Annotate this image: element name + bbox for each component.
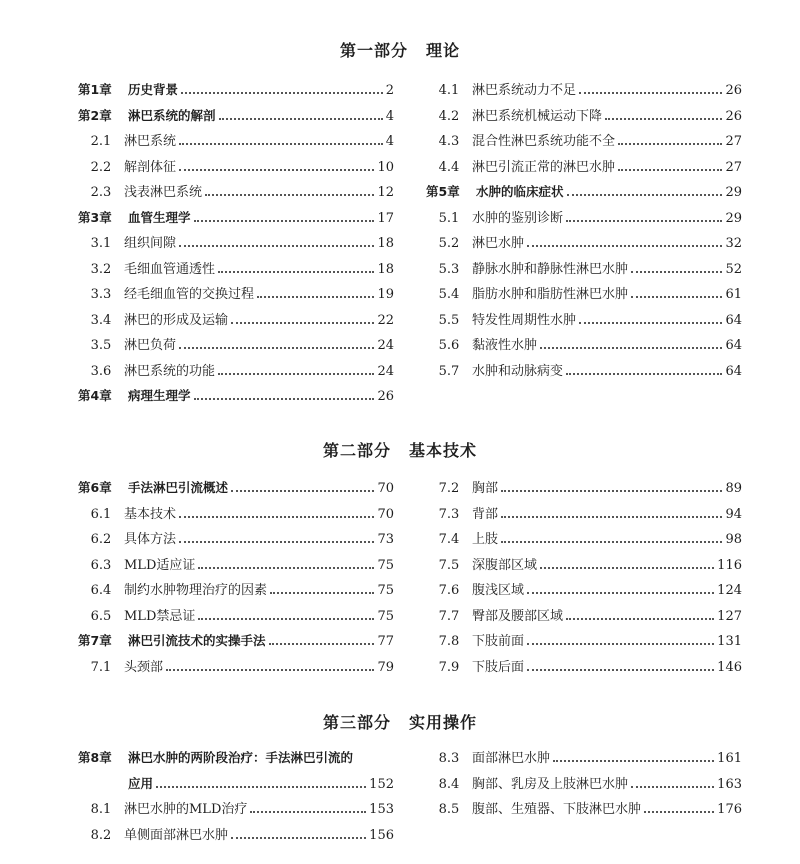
toc-section-entry[interactable] [426,204,742,226]
dot-leader [269,643,375,645]
toc-section-entry[interactable] [78,602,394,624]
dot-leader [566,373,722,375]
toc-section-entry[interactable] [78,525,394,547]
toc-section-entry[interactable] [426,357,742,379]
entry-page-number: 146 [717,659,742,675]
dot-leader [198,567,374,569]
entry-number: 7.8 [438,634,460,649]
entry-title: 水肿的临床症状 [476,184,564,199]
entry-number: 7.3 [438,506,460,522]
entry-number: 第2章 [78,107,112,123]
entry-page-number: 70 [377,506,394,522]
dot-leader [194,398,375,400]
entry-title: MLD适应证 [124,557,196,573]
entry-number: 4.4 [438,159,460,175]
entry-number: 第1章 [78,82,112,97]
entry-title: 淋巴系统动力不足 [472,83,577,98]
entry-number: 7.6 [438,583,460,598]
entry-title: 背部 [472,506,499,522]
entry-title: 淋巴系统 [124,134,177,149]
dot-leader [540,567,714,569]
dot-leader [179,143,383,145]
dot-leader [566,618,714,620]
entry-page-number: 4 [385,134,394,149]
dot-leader [631,271,722,273]
entry-number: 5.3 [438,261,460,277]
entry-title: 静脉水肿和静脉性淋巴水肿 [472,261,629,277]
toc-section-entry[interactable] [426,331,742,353]
dot-leader [179,516,374,518]
entry-number: 3.3 [90,287,112,302]
entry-title: 特发性周期性水肿 [472,312,577,328]
entry-page-number: 64 [725,338,742,353]
entry-number: 5.5 [438,312,460,328]
dot-leader [566,220,722,222]
dot-leader [219,118,383,120]
dot-leader [179,245,374,247]
dot-leader [218,373,374,375]
entry-title: 解剖体征 [124,159,177,175]
entry-title: 腹浅区域 [472,583,525,598]
entry-number: 2.1 [90,134,112,149]
entry-page-number: 10 [377,159,394,175]
entry-title: 毛细血管通透性 [124,261,216,277]
entry-number: 7.9 [438,659,460,675]
entry-page-number: 64 [725,363,742,379]
entry-title: 混合性淋巴系统功能不全 [472,134,616,149]
entry-page-number: 70 [377,481,394,496]
dot-leader [527,643,714,645]
dot-leader [179,347,374,349]
entry-title: 胸部 [472,481,499,496]
entry-title: 淋巴系统的解剖 [128,107,216,123]
part-number: 第一部分 [339,41,408,60]
entry-number: 7.1 [90,659,112,675]
toc-section-entry[interactable] [426,653,742,675]
entry-page-number: 24 [377,363,394,379]
entry-number: 4.1 [438,83,460,98]
entry-number: 3.6 [90,363,112,379]
dot-leader [527,669,714,671]
toc-section-entry[interactable] [78,280,394,302]
dot-leader [194,220,375,222]
part-name: 实用操作 [409,713,478,732]
dot-leader [231,490,374,492]
toc-chapter-entry[interactable] [78,204,394,226]
entry-number: 5.7 [438,363,460,379]
toc-section-entry[interactable] [426,770,742,792]
dot-leader [179,541,374,543]
toc-section-entry[interactable] [426,627,742,649]
toc-chapter-entry-continuation[interactable] [78,770,394,792]
toc-section-entry[interactable] [78,229,394,251]
dot-leader [270,592,374,594]
entry-title: 手法淋巴引流概述 [128,480,229,495]
entry-title: 胸部、乳房及上肢淋巴水肿 [472,776,629,792]
dot-leader [501,541,722,543]
entry-page-number: 153 [369,802,394,817]
entry-title: 水肿和动脉病变 [472,363,564,379]
dot-leader [631,786,714,788]
toc-section-entry[interactable] [426,795,742,817]
dot-leader [501,490,722,492]
part-name: 理论 [426,41,461,60]
toc-section-entry[interactable] [78,357,394,379]
entry-number: 2.3 [90,185,112,200]
entry-title: MLD禁忌证 [124,608,196,624]
dot-leader [644,811,714,813]
toc-section-entry[interactable] [78,821,394,843]
toc-section-entry[interactable] [78,795,394,817]
entry-page-number: 156 [369,827,394,843]
part-title [0,710,800,733]
entry-title-continuation: 应用 [128,775,154,791]
entry-title: 深腹部区域 [472,557,538,573]
entry-page-number: 79 [377,659,394,675]
entry-page-number: 163 [717,776,742,792]
entry-number: 3.1 [90,236,112,251]
toc-chapter-entry[interactable] [426,178,742,200]
entry-page-number: 18 [377,261,394,277]
part-name: 基本技术 [409,441,478,460]
entry-title: 臀部及腰部区域 [472,608,564,624]
entry-title: 上肢 [472,532,499,547]
toc-chapter-entry[interactable] [78,382,394,404]
entry-page-number: 2 [385,83,394,98]
dot-leader [553,760,714,762]
toc-chapter-entry[interactable] [78,744,394,766]
entry-page-number: 94 [725,506,742,522]
entry-page-number: 4 [385,108,394,124]
entry-title: 脂肪水肿和脂肪性淋巴水肿 [472,287,629,302]
toc-section-entry[interactable] [78,127,394,149]
entry-page-number: 75 [377,608,394,624]
entry-number: 6.3 [90,557,112,573]
toc-section-entry[interactable] [78,153,394,175]
entry-title: 淋巴系统的功能 [124,363,216,379]
dot-leader [198,618,374,620]
entry-page-number: 161 [717,751,742,766]
dot-leader [527,245,722,247]
toc-section-entry[interactable] [78,653,394,675]
entry-title: 淋巴水肿 [472,236,525,251]
part-title [0,38,800,61]
toc-section-entry[interactable] [426,255,742,277]
entry-title: 淋巴系统机械运动下降 [472,108,603,124]
entry-title: 淋巴水肿的两阶段治疗：手法淋巴引流的 [128,750,354,765]
entry-page-number: 22 [377,312,394,328]
toc-chapter-entry[interactable] [78,102,394,124]
dot-leader [181,92,383,94]
dot-leader [205,194,374,196]
entry-page-number: 19 [377,287,394,302]
entry-title: 淋巴引流正常的淋巴水肿 [472,159,616,175]
entry-page-number: 152 [369,776,394,792]
toc-section-entry[interactable] [426,127,742,149]
dot-leader [567,194,723,196]
entry-number: 6.2 [90,532,112,547]
entry-number: 7.2 [438,481,460,496]
toc-section-entry[interactable] [426,306,742,328]
entry-number: 第3章 [78,209,112,225]
dot-leader [618,143,722,145]
entry-number: 5.1 [438,210,460,226]
entry-number: 8.4 [438,776,460,792]
entry-title: 浅表淋巴系统 [124,185,203,200]
dot-leader [257,296,374,298]
entry-title: 黏液性水肿 [472,338,538,353]
entry-number: 2.2 [90,159,112,175]
entry-page-number: 24 [377,338,394,353]
dot-leader [579,92,722,94]
entry-page-number: 75 [377,557,394,573]
toc-section-entry[interactable] [426,744,742,766]
entry-page-number: 124 [717,583,742,598]
toc-chapter-entry[interactable] [78,76,394,98]
toc-section-entry[interactable] [426,551,742,573]
entry-title: 单侧面部淋巴水肿 [124,827,229,843]
entry-page-number: 27 [725,134,742,149]
entry-page-number: 77 [377,634,394,649]
toc-section-entry[interactable] [78,551,394,573]
toc-section-entry[interactable] [78,576,394,598]
entry-page-number: 18 [377,236,394,251]
entry-number: 6.4 [90,583,112,598]
toc-section-entry[interactable] [78,500,394,522]
entry-title: 组织间隙 [124,236,177,251]
entry-title: 淋巴的形成及运输 [124,312,229,328]
entry-page-number: 29 [725,185,742,200]
dot-leader [231,322,374,324]
toc-section-entry[interactable] [426,153,742,175]
toc-section-entry[interactable] [426,576,742,598]
entry-title: 淋巴水肿的MLD治疗 [124,802,248,817]
entry-page-number: 12 [377,185,394,200]
part-title [0,438,800,461]
entry-number: 第5章 [426,184,460,199]
toc-section-entry[interactable] [426,500,742,522]
entry-title: 血管生理学 [128,209,191,225]
dot-leader [579,322,722,324]
dot-leader [605,118,722,120]
entry-number: 第8章 [78,750,112,765]
entry-number: 4.2 [438,108,460,124]
dot-leader [540,347,722,349]
entry-number: 8.1 [90,802,112,817]
entry-title: 下肢后面 [472,659,525,675]
entry-number: 7.7 [438,608,460,624]
entry-number: 5.6 [438,338,460,353]
entry-page-number: 176 [717,802,742,817]
entry-number: 8.2 [90,827,112,843]
toc-section-entry[interactable] [426,602,742,624]
entry-title: 经毛细血管的交换过程 [124,287,255,302]
entry-title: 制约水肿物理治疗的因素 [124,583,268,598]
entry-page-number: 26 [725,83,742,98]
dot-leader [231,837,366,839]
toc-chapter-entry[interactable] [78,474,394,496]
entry-title: 淋巴引流技术的实操手法 [128,633,266,648]
entry-number: 5.4 [438,287,460,302]
entry-number: 4.3 [438,134,460,149]
entry-title: 基本技术 [124,506,177,522]
entry-page-number: 27 [725,159,742,175]
toc-section-entry[interactable] [426,76,742,98]
entry-title: 水肿的鉴别诊断 [472,210,564,226]
toc-section-entry[interactable] [426,229,742,251]
entry-number: 3.5 [90,338,112,353]
entry-page-number: 61 [725,287,742,302]
toc-section-entry[interactable] [78,306,394,328]
entry-title: 下肢前面 [472,634,525,649]
entry-number: 第4章 [78,388,112,403]
toc-section-entry[interactable] [78,331,394,353]
dot-leader [250,811,366,813]
entry-page-number: 32 [725,236,742,251]
entry-title: 历史背景 [128,82,179,97]
entry-page-number: 75 [377,583,394,598]
entry-title: 腹部、生殖器、下肢淋巴水肿 [472,802,642,817]
entry-page-number: 26 [377,389,394,404]
entry-title: 病理生理学 [128,388,191,403]
entry-page-number: 89 [725,481,742,496]
entry-number: 6.5 [90,608,112,624]
entry-number: 7.4 [438,532,460,547]
toc-section-entry[interactable] [426,525,742,547]
entry-page-number: 26 [725,108,742,124]
entry-page-number: 29 [725,210,742,226]
toc-section-entry[interactable] [426,474,742,496]
entry-page-number: 73 [377,532,394,547]
entry-number: 7.5 [438,557,460,573]
entry-number: 5.2 [438,236,460,251]
toc-section-entry[interactable] [426,102,742,124]
dot-leader [501,516,722,518]
entry-number: 3.4 [90,312,112,328]
entry-title: 头颈部 [124,659,164,675]
dot-leader [218,271,374,273]
toc-section-entry[interactable] [426,280,742,302]
entry-page-number: 98 [725,532,742,547]
dot-leader [156,786,366,788]
toc-section-entry[interactable] [78,255,394,277]
entry-page-number: 64 [725,312,742,328]
dot-leader [166,669,374,671]
entry-number: 第6章 [78,480,112,495]
entry-page-number: 17 [377,210,394,226]
dot-leader [618,169,722,171]
entry-number: 6.1 [90,506,112,522]
entry-title: 面部淋巴水肿 [472,751,551,766]
entry-number: 3.2 [90,261,112,277]
entry-title: 具体方法 [124,532,177,547]
entry-number: 第7章 [78,633,112,648]
part-number: 第三部分 [322,713,391,732]
toc-section-entry[interactable] [78,178,394,200]
entry-title: 淋巴负荷 [124,338,177,353]
dot-leader [631,296,722,298]
entry-number: 8.5 [438,802,460,817]
entry-number: 8.3 [438,751,460,766]
part-number: 第二部分 [322,441,391,460]
entry-page-number: 52 [725,261,742,277]
dot-leader [179,169,374,171]
entry-page-number: 116 [717,557,742,573]
dot-leader [527,592,714,594]
entry-page-number: 127 [717,608,742,624]
entry-page-number: 131 [717,634,742,649]
toc-chapter-entry[interactable] [78,627,394,649]
